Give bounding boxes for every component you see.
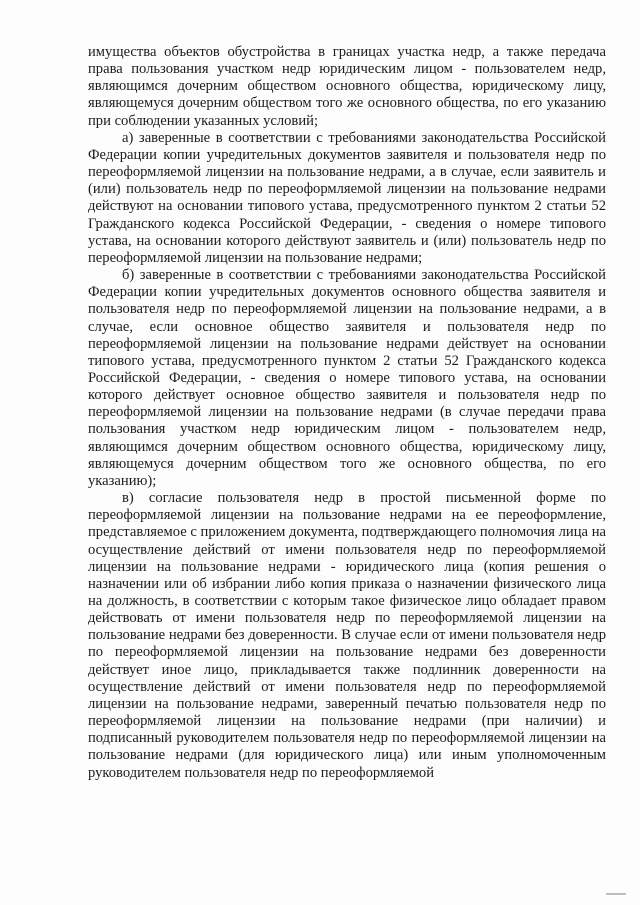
scan-mark	[606, 893, 626, 895]
paragraph-item-a: а) заверенные в соответствии с требованиями законодательства Российской Федерации копии учредительных документов заявителя и пользователя недр по переоформляемой лицензии на пользование недрами, а в случае, если заявитель и (или) пользователь недр по переоформляемой лицензии на пользование недрами действуют на основании типового устава, предусмотренного пунктом 2 статьи 52 Гражданского кодекса Российской Федерации, - сведения о номере типового устава, на основании которого действуют заявитель и (или) пользователь недр по переоформляемой лицензии на пользование недрами;	[88, 129, 606, 266]
paragraph-item-v: в) согласие пользователя недр в простой письменной форме по переоформляемой лицензии на пользование недрами на ее переоформление, представляемое с приложением документа, подтверждающего полномочия лица на осуществление действий от имени пользователя недр по переоформляемой лицензии на пользование недрами - юридического лица (копия решения о назначении или об избрании либо копия приказа о назначении физического лица на должность, в соответствии с которым такое физическое лицо обладает правом действовать от имени пользователя недр по переоформляемой лицензии на пользование недрами без доверенности. В случае если от имени пользователя недр по переоформляемой лицензии на пользование недрами без доверенности действует иное лицо, прикладывается также подлинник доверенности на осуществление действий от имени пользователя недр по переоформляемой лицензии на пользование недрами, заверенный печатью пользователя недр по переоформляемой лицензии на пользование недрами (при наличии) и подписанный руководителем пользователя недр по переоформляемой лицензии на пользование недрами (для юридического лица) или иным уполномоченным руководителем пользователя недр по переоформляемой	[88, 490, 606, 781]
paragraph-item-b: б) заверенные в соответствии с требованиями законодательства Российской Федерации копии учредительных документов основного общества заявителя и пользователя недр по переоформляемой лицензии на пользование недрами, а в случае, если основное общество заявителя и пользователя недр по переоформляемой лицензии на пользование недрами действует на основании типового устава, предусмотренного пунктом 2 статьи 52 Гражданского кодекса Российской Федерации, - сведения о номере типового устава, на основании которого действует основное общество заявителя и пользователя недр по переоформляемой лицензии на пользование недрами (в случае передачи права пользования участком недр юридическим лицом - пользователем недр, являющимся дочерним обществом основного общества, юридическому лицу, являющемуся дочерним обществом того же основного общества, по его указанию);	[88, 267, 606, 489]
paragraph-continuation: имущества объектов обустройства в границах участка недр, а также передача права пользования участком недр юридическим лицом - пользователем недр, являющимся дочерним обществом основного общества, юридическому лицу, являющемуся дочерним обществом того же основного общества, по его указанию при соблюдении указанных условий;	[88, 44, 606, 129]
document-body	[88, 44, 606, 782]
